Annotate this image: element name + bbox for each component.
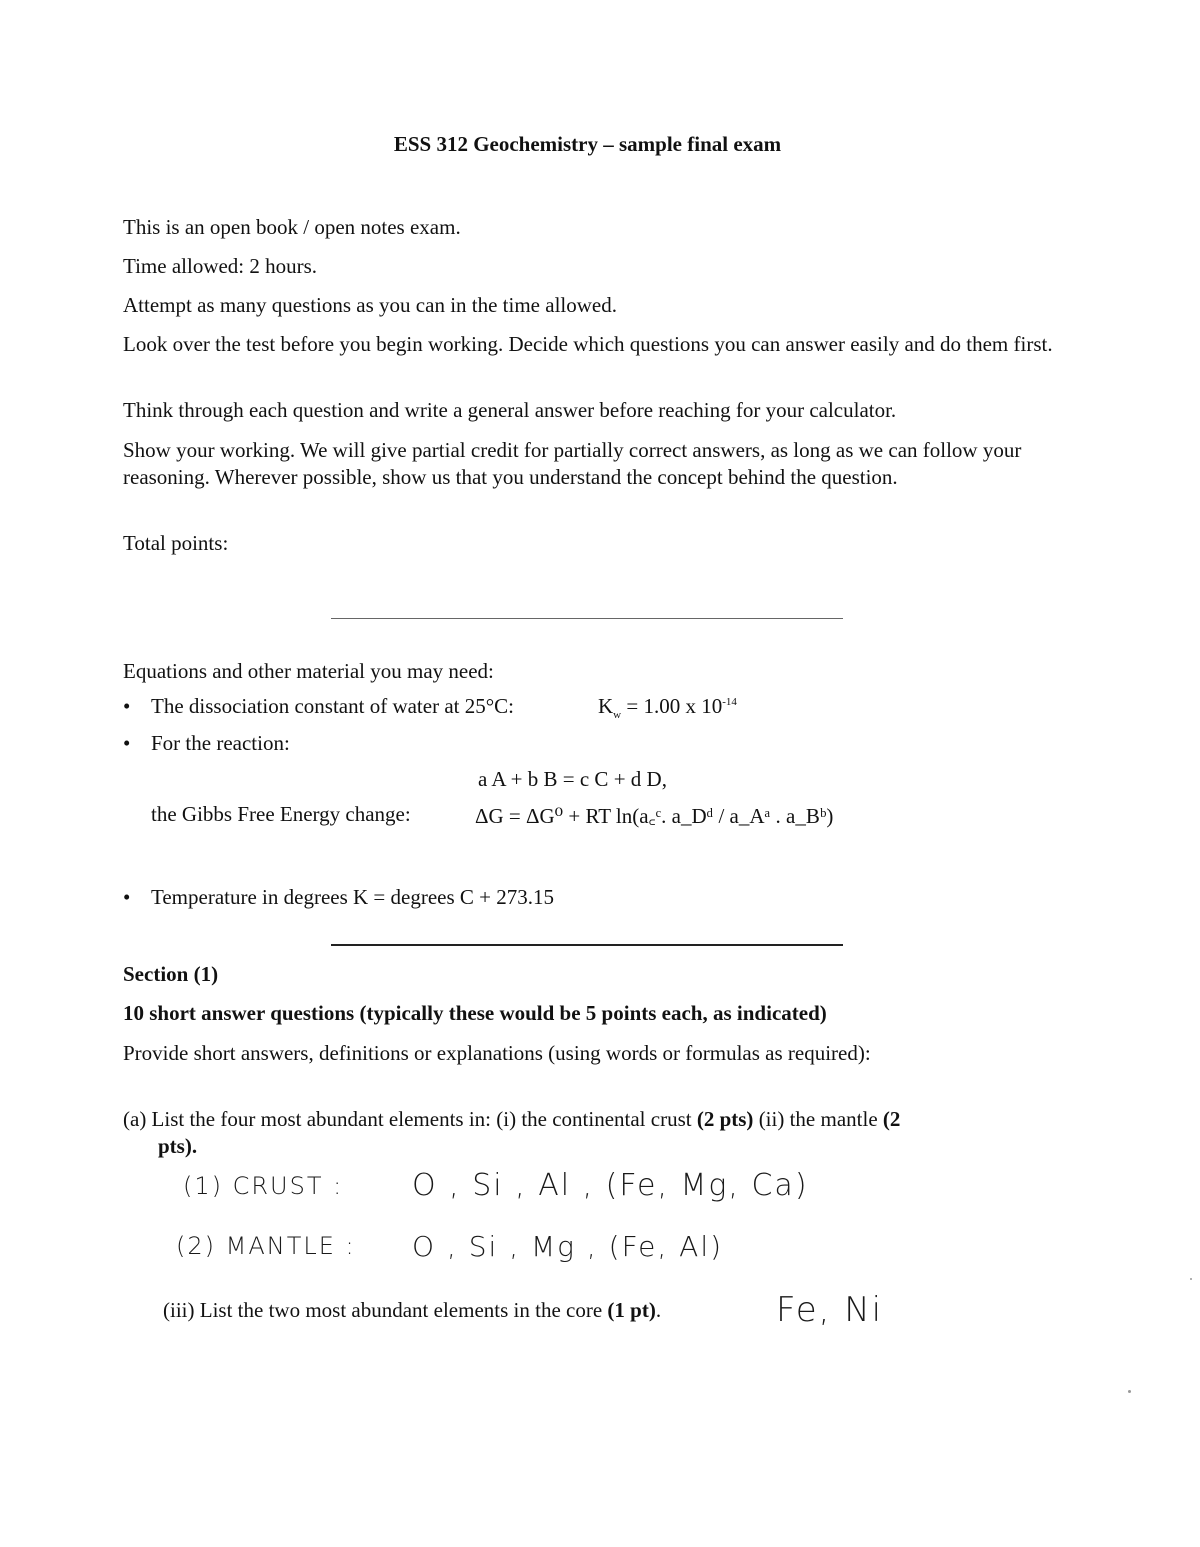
bullet-icon: • — [123, 731, 131, 755]
gibbs-label: the Gibbs Free Energy change: — [151, 802, 411, 826]
scan-speck — [1190, 1278, 1192, 1280]
exam-title: ESS 312 Geochemistry – sample final exam — [393, 132, 782, 156]
instruction-look-over: Look over the test before you begin working. Decide which questions you can answer easily and do them first. — [123, 332, 1053, 356]
kw-exponent: -14 — [722, 696, 737, 708]
equations-heading: Equations and other material you may need: — [123, 659, 494, 683]
instruction-show-working: Show your working. We will give partial credit for partially correct answers, as long as we can follow your reasoning. Wherever possible, show us that you understand the concept behind the question. — [123, 438, 1022, 489]
question-a-iii-text: (iii) List the two most abundant elements in the core — [163, 1298, 608, 1322]
instruction-think-through: Think through each question and write a general answer before reaching for your calculator. — [123, 398, 897, 422]
total-points-label: Total points: — [123, 531, 229, 555]
handwritten-crust-label: (1) CRUST : — [183, 1172, 344, 1200]
handwritten-mantle-label: (2) MANTLE : — [176, 1232, 356, 1260]
kw-subscript: w — [613, 709, 622, 722]
question-a-points-cont: pts). — [158, 1134, 198, 1158]
kw-value: = 1.00 x 10 — [621, 694, 723, 718]
section-prompt: Provide short answers, definitions or explanations (using words or formulas as required): — [123, 1041, 871, 1065]
temperature-conversion: Temperature in degrees K = degrees C + 273.15 — [151, 885, 554, 909]
section-divider-rule — [331, 944, 843, 946]
handwritten-mantle-answer: O , Si , Mg , (Fe, Al) — [412, 1230, 724, 1263]
water-dissociation-label: The dissociation constant of water at 25°C: — [151, 694, 514, 718]
question-a-iii — [163, 1298, 661, 1323]
handwritten-crust-answer: O , Si , Al , (Fe, Mg, Ca) — [412, 1168, 809, 1203]
bullet-icon: • — [123, 694, 131, 718]
question-a-points-crust: (2 pts) — [696, 1107, 754, 1131]
kw-equation — [598, 694, 737, 722]
gibbs-formula: ΔG = ΔG⁰ + RT ln(a꜀ᶜ. a_Dᵈ / a_Aᵃ . a_Bᵇ) — [475, 804, 834, 828]
section-subtitle: 10 short answer questions (typically these would be 5 points each, as indicated) — [123, 1001, 827, 1025]
question-a-points-mantle: (2 — [882, 1107, 901, 1131]
scan-speck — [1128, 1390, 1131, 1393]
instruction-time-allowed: Time allowed: 2 hours. — [123, 254, 318, 278]
question-a-iii-points: (1 pt) — [607, 1298, 656, 1322]
instruction-open-book: This is an open book / open notes exam. — [123, 215, 461, 239]
handwritten-core-answer: Fe, Ni — [776, 1290, 884, 1330]
reaction-label: For the reaction: — [151, 731, 290, 755]
question-a-mantle-text: (ii) the mantle — [753, 1107, 883, 1131]
reaction-equation: a A + b B = c C + d D, — [478, 767, 667, 791]
kw-symbol: K — [598, 694, 614, 718]
question-a-iii-end: . — [655, 1298, 662, 1322]
question-a — [123, 1107, 900, 1132]
divider-rule — [331, 618, 843, 619]
question-a-text: (a) List the four most abundant elements in: (i) the continental crust — [123, 1107, 697, 1131]
instruction-attempt: Attempt as many questions as you can in the time allowed. — [123, 293, 617, 317]
section-title: Section (1) — [123, 962, 219, 986]
bullet-icon: • — [123, 885, 131, 909]
